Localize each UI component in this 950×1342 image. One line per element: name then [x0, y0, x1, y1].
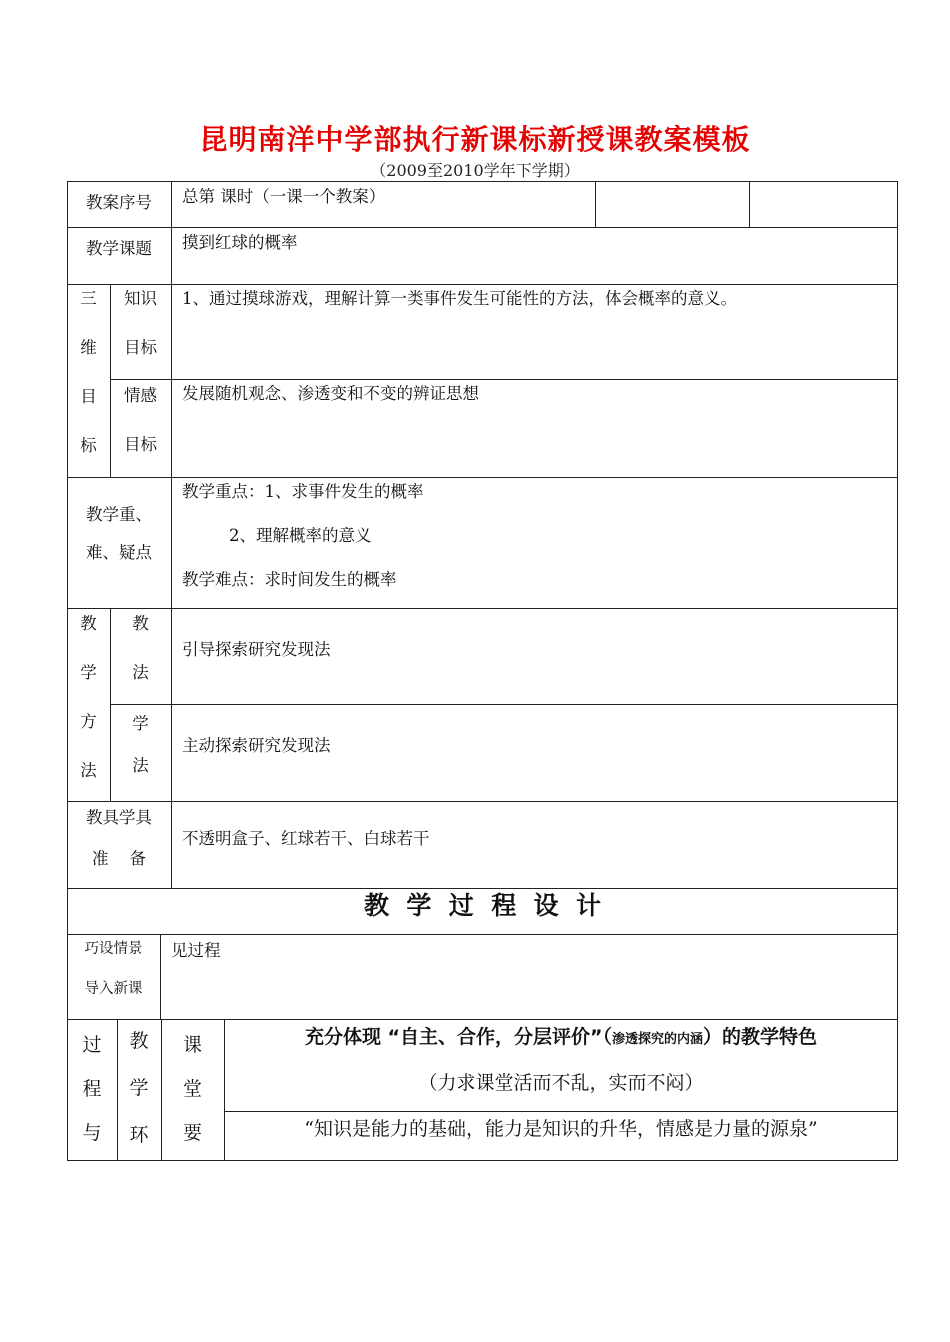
tools-label: 教具学具 准 备 [86, 808, 152, 868]
serial-value: 总第 课时（一课一个教案） [182, 187, 386, 206]
document-title: 昆明南洋中学部执行新课标新授课教案模板 [199, 123, 751, 156]
serial-label: 教案序号 [86, 193, 152, 212]
topic-value: 摸到红球的概率 [182, 233, 298, 252]
knowledge-goal-label: 知识 目标 [124, 289, 157, 357]
methods-group-label: 教 学 方 法 [80, 614, 97, 780]
knowledge-goal-value: 1、通过摸球游戏，理解计算一类事件发生可能性的方法，体会概率的意义。 [182, 289, 737, 308]
teaching-method-value: 引导探索研究发现法 [182, 640, 331, 659]
process-design-heading: 教 学 过 程 设 计 [363, 891, 602, 920]
difficulty-line: 教学难点：求时间发生的概率 [182, 570, 397, 589]
key-point-line-1: 教学重点：1、求事件发生的概率 [182, 482, 424, 501]
learning-method-value: 主动探索研究发现法 [182, 736, 331, 755]
goals-group-label: 三 维 目 标 [80, 289, 97, 455]
key-point-line-2: 2、理解概率的意义 [229, 526, 372, 545]
teaching-method-label: 教 法 [132, 614, 149, 682]
feature-statement: 充分体现 “自主、合作，分层评价”（渗透探究的内涵）的教学特色 [304, 1026, 818, 1048]
learning-method-label: 学 法 [132, 714, 149, 775]
intro-label: 巧设情景 导入新课 [84, 941, 143, 997]
tools-value: 不透明盒子、红球若干、白球若干 [182, 829, 430, 848]
emotion-goal-value: 发展随机观念、渗透变和不变的辨证思想 [182, 384, 479, 403]
process-col1-label: 过 程 与 [82, 1034, 102, 1144]
process-col2-label: 教 学 环 [129, 1030, 149, 1146]
feature-subtitle: （力求课堂活而不乱，实而不闷） [418, 1072, 704, 1094]
intro-value: 见过程 [171, 941, 221, 960]
key-points-label: 教学重、 难、疑点 [86, 505, 152, 562]
process-col3-label: 课 堂 要 [182, 1034, 202, 1144]
motto-quote: “知识是能力的基础，能力是知识的升华，情感是力量的源泉” [304, 1118, 818, 1140]
serial-blank-cell-2 [750, 182, 897, 227]
emotion-goal-label: 情感 目标 [124, 386, 157, 454]
serial-blank-cell-1 [596, 182, 749, 227]
topic-label: 教学课题 [86, 239, 152, 258]
document-subtitle: （2009至2010学年下学期） [370, 161, 580, 180]
